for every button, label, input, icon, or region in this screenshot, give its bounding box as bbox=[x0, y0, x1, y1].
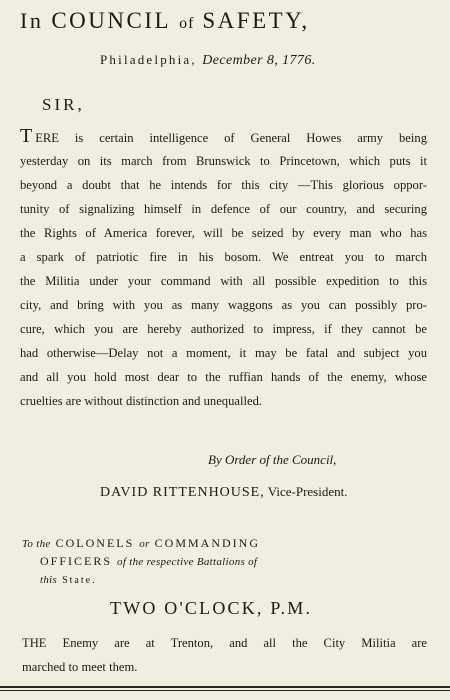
signatory-title: Vice-President. bbox=[267, 484, 348, 499]
place-city: Philadelphia, bbox=[100, 52, 197, 67]
broadside-heading bbox=[20, 8, 440, 34]
address-or: or bbox=[139, 538, 150, 550]
body-line-6: a spark of patriotic fire in his bosom. We entreat you to march bbox=[20, 250, 427, 264]
address-this: this bbox=[40, 574, 58, 586]
body-line-8: city, and bring with you as many waggons as you can possibly pro- bbox=[20, 298, 427, 312]
body-line-2: yesterday on its march from Brunswick to Princetown, which puts it bbox=[20, 154, 427, 168]
body-line-1 bbox=[20, 125, 427, 147]
address-line-2 bbox=[40, 554, 257, 569]
bottom-rule-thin bbox=[0, 690, 450, 691]
address-officers: OFFICERS bbox=[40, 554, 113, 568]
address-to-the: To the bbox=[22, 538, 51, 550]
bottom-rule bbox=[0, 686, 450, 688]
body-line-10: had otherwise—Delay not a moment, it may be fatal and subject you bbox=[20, 346, 427, 360]
heading-of: of bbox=[179, 15, 195, 32]
address-battalions: of the respective Battalions of bbox=[117, 556, 258, 568]
signatory-name: DAVID RITTENHOUSE, bbox=[100, 485, 265, 500]
address-commanding: COMMANDING bbox=[154, 536, 261, 550]
heading-in: In bbox=[20, 8, 44, 33]
body-line-7: the Militia under your command with all possible expedition to this bbox=[20, 274, 427, 288]
body-line-4: tunity of signalizing himself in defence of our country, and securing bbox=[20, 202, 427, 216]
postscript-line-2: marched to meet them. bbox=[22, 660, 138, 674]
heading-council: COUNCIL bbox=[51, 8, 172, 33]
body-line-3: beyond a doubt that he intends for this city —This glorious oppor- bbox=[20, 178, 427, 192]
body-line-9: cure, which you are hereby authorized to impress, if they cannot be bbox=[20, 322, 427, 336]
postscript-heading: TWO O'CLOCK, P.M. bbox=[110, 598, 313, 618]
body-line-11: and all you hold most dear to the ruffian hands of the enemy, whose bbox=[20, 370, 427, 384]
order-of-council: By Order of the Council, bbox=[208, 452, 337, 467]
place-date: December 8, 1776. bbox=[202, 53, 316, 68]
heading-safety: SAFETY, bbox=[202, 8, 310, 33]
drop-cap: T bbox=[20, 125, 36, 147]
signature-line bbox=[100, 484, 347, 501]
address-colonels: COLONELS bbox=[55, 536, 135, 550]
salutation: SIR, bbox=[42, 95, 85, 114]
address-state: State. bbox=[62, 575, 97, 586]
body-line-5: the Rights of America forever, will be seized by every man who has bbox=[20, 226, 427, 240]
body-line-12: cruelties are without distinction and unequalled. bbox=[20, 394, 263, 408]
body-line-text: ERE is certain intelligence of General Howes army being bbox=[35, 131, 427, 145]
place-date-line bbox=[100, 52, 316, 69]
address-line-1 bbox=[22, 536, 260, 551]
postscript-line-1: THE Enemy are at Trenton, and all the City Militia are bbox=[22, 636, 427, 650]
address-line-3 bbox=[40, 572, 97, 587]
